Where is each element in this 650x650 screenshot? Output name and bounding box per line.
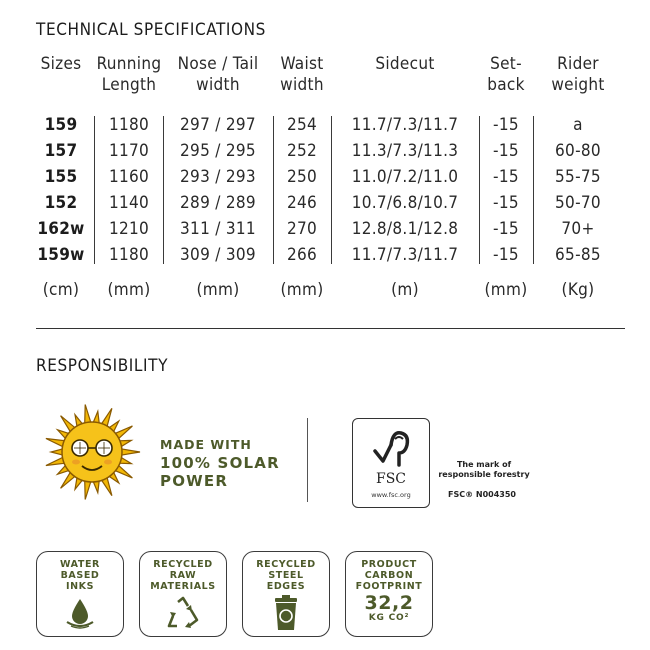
table-cell: 252	[286, 141, 318, 161]
size-cell: 159	[44, 115, 78, 135]
carbon-footprint-unit: KG CO²	[368, 613, 410, 623]
column-separator	[94, 116, 95, 264]
column-unit-sidecut: (m)	[391, 280, 419, 300]
badge-recycled-steel-edges	[242, 551, 330, 637]
table-cell: 70+	[561, 219, 595, 239]
table-cell: 1180	[108, 245, 150, 265]
badge-label: WATER BASED INKS	[60, 559, 100, 592]
size-cell: 152	[44, 193, 78, 213]
size-cell: 155	[44, 167, 78, 187]
table-cell: 11.7/7.3/11.7	[351, 245, 459, 265]
solar-line-3: POWER	[160, 472, 229, 490]
table-cell: 311 / 311	[180, 219, 256, 239]
column-separator	[331, 116, 332, 264]
column-separator	[273, 116, 274, 264]
spec-section-title: TECHNICAL SPECIFICATIONS	[36, 20, 266, 40]
solar-line-1: MADE WITH	[160, 437, 252, 452]
table-cell: -15	[493, 141, 519, 161]
table-cell: 50-70	[555, 193, 601, 213]
fsc-license-code: FSC® N004350	[448, 490, 516, 499]
fsc-mark-text	[438, 460, 530, 480]
table-cell: 293 / 293	[180, 167, 256, 187]
responsibility-divider	[307, 418, 308, 502]
size-cell: 157	[44, 141, 78, 161]
column-unit-rider-weight: (Kg)	[561, 280, 595, 300]
column-unit-sizes: (cm)	[42, 280, 80, 300]
column-header-rider-weight: Rider weight	[551, 54, 605, 95]
column-unit-nose-tail-width: (mm)	[196, 280, 240, 300]
fsc-tree-check-icon	[369, 427, 413, 471]
table-cell: 12.8/8.1/12.8	[351, 219, 459, 239]
fsc-url: www.fsc.org	[371, 491, 411, 499]
fsc-mark-line-2: responsible forestry	[438, 470, 530, 479]
table-cell: 1170	[108, 141, 150, 161]
table-cell: 11.0/7.2/11.0	[351, 167, 459, 187]
recycle-bin-icon	[271, 594, 301, 632]
size-cell: 159w	[37, 245, 85, 265]
badge-product-carbon-footprint	[345, 551, 433, 637]
badge-recycled-raw-materials	[139, 551, 227, 637]
table-cell: -15	[493, 193, 519, 213]
table-cell: 270	[286, 219, 318, 239]
table-cell: 55-75	[555, 167, 601, 187]
column-header-sidecut: Sidecut	[375, 54, 435, 74]
column-separator	[533, 116, 534, 264]
badge-label: RECYCLED STEEL EDGES	[256, 559, 316, 592]
table-cell: a	[573, 115, 583, 135]
recycle-arrows-icon	[165, 596, 201, 630]
sun-ray	[85, 480, 91, 499]
table-cell: 11.7/7.3/11.7	[351, 115, 459, 135]
badge-label: PRODUCT CARBON FOOTPRINT	[355, 559, 423, 592]
water-drop-icon	[63, 596, 97, 630]
sun-ray	[121, 449, 140, 455]
badge-label: RECYCLED RAW MATERIALS	[150, 559, 216, 592]
column-unit-waist-width: (mm)	[280, 280, 324, 300]
badge-water-based-inks	[36, 551, 124, 637]
table-cell: -15	[493, 167, 519, 187]
table-cell: 1210	[108, 219, 150, 239]
table-cell: 1160	[108, 167, 150, 187]
table-cell: 295 / 295	[180, 141, 256, 161]
table-cell: 1140	[108, 193, 150, 213]
table-cell: 289 / 289	[180, 193, 256, 213]
table-cell: 10.7/6.8/10.7	[351, 193, 459, 213]
column-unit-setback: (mm)	[484, 280, 528, 300]
fsc-logo-box	[352, 418, 430, 508]
responsibility-section-title: RESPONSIBILITY	[36, 356, 169, 376]
table-cell: 266	[286, 245, 318, 265]
table-cell: 11.3/7.3/11.3	[351, 141, 459, 161]
table-cell: 250	[286, 167, 318, 187]
table-cell: 254	[286, 115, 318, 135]
table-cell: 60-80	[555, 141, 601, 161]
table-cell: -15	[493, 245, 519, 265]
column-header-setback: Set- back	[487, 54, 525, 95]
fsc-logo-text: FSC	[375, 471, 407, 487]
fsc-mark-line-1: The mark of	[456, 460, 512, 469]
column-header-waist-width: Waist width	[280, 54, 324, 95]
size-cell: 162w	[37, 219, 85, 239]
table-cell: 246	[286, 193, 318, 213]
column-header-sizes: Sizes	[40, 54, 82, 74]
sun-ray	[85, 405, 91, 424]
carbon-footprint-value: 32,2	[364, 592, 414, 614]
column-header-running-length: Running Length	[96, 54, 162, 95]
column-unit-running-length: (mm)	[107, 280, 151, 300]
table-cell: 1180	[108, 115, 150, 135]
table-cell: 309 / 309	[180, 245, 256, 265]
solar-line-2: 100% SOLAR	[160, 454, 280, 472]
spec-table	[0, 0, 650, 320]
section-divider	[36, 328, 625, 329]
solar-power-text	[160, 436, 280, 490]
table-cell: -15	[493, 219, 519, 239]
column-separator	[479, 116, 480, 264]
table-cell: -15	[493, 115, 519, 135]
table-cell: 297 / 297	[180, 115, 256, 135]
sun-with-sunglasses-icon	[36, 402, 148, 502]
column-separator	[163, 116, 164, 264]
column-header-nose-tail-width: Nose / Tail width	[177, 54, 259, 95]
table-cell: 65-85	[555, 245, 601, 265]
